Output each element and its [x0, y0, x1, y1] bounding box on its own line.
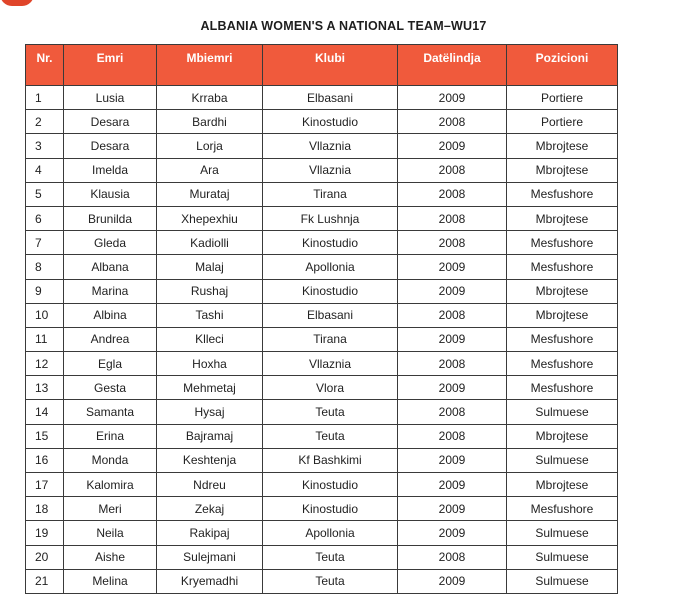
cell-pozicioni: Portiere	[507, 86, 618, 110]
page-title: ALBANIA WOMEN'S A NATIONAL TEAM–WU17	[200, 19, 487, 33]
cell-datelindja: 2008	[398, 231, 507, 255]
cell-nr: 15	[26, 424, 64, 448]
cell-datelindja: 2008	[398, 400, 507, 424]
cell-klubi: Teuta	[263, 545, 398, 569]
cell-nr: 2	[26, 110, 64, 134]
cell-emri: Desara	[64, 134, 157, 158]
cell-datelindja: 2009	[398, 521, 507, 545]
table-row	[26, 110, 618, 134]
table-row	[26, 279, 618, 303]
cell-mbiemri: Zekaj	[157, 497, 263, 521]
cell-klubi: Fk Lushnja	[263, 206, 398, 230]
roster-table	[25, 44, 618, 594]
cell-nr: 17	[26, 473, 64, 497]
cell-datelindja: 2009	[398, 473, 507, 497]
cell-klubi: Vllaznia	[263, 158, 398, 182]
table-body	[26, 86, 618, 594]
cell-nr: 12	[26, 352, 64, 376]
cell-emri: Brunilda	[64, 206, 157, 230]
cell-pozicioni: Sulmuese	[507, 448, 618, 472]
cell-nr: 13	[26, 376, 64, 400]
table-row	[26, 352, 618, 376]
cell-mbiemri: Hysaj	[157, 400, 263, 424]
cell-datelindja: 2008	[398, 424, 507, 448]
cell-klubi: Tirana	[263, 327, 398, 351]
cell-nr: 18	[26, 497, 64, 521]
table-row	[26, 158, 618, 182]
cell-mbiemri: Kadiolli	[157, 231, 263, 255]
cell-mbiemri: Bajramaj	[157, 424, 263, 448]
cell-emri: Aishe	[64, 545, 157, 569]
cell-emri: Desara	[64, 110, 157, 134]
table-row	[26, 569, 618, 593]
cell-klubi: Apollonia	[263, 521, 398, 545]
cell-nr: 21	[26, 569, 64, 593]
cell-emri: Gesta	[64, 376, 157, 400]
cell-klubi: Teuta	[263, 400, 398, 424]
cell-nr: 7	[26, 231, 64, 255]
cell-klubi: Tirana	[263, 182, 398, 206]
cell-klubi: Elbasani	[263, 303, 398, 327]
cell-klubi: Elbasani	[263, 86, 398, 110]
cell-klubi: Vllaznia	[263, 352, 398, 376]
cell-pozicioni: Mesfushore	[507, 352, 618, 376]
column-header-emri: Emri	[64, 45, 157, 86]
cell-nr: 3	[26, 134, 64, 158]
table-row	[26, 182, 618, 206]
table-row	[26, 497, 618, 521]
cell-klubi: Teuta	[263, 424, 398, 448]
cell-emri: Imelda	[64, 158, 157, 182]
cell-datelindja: 2009	[398, 497, 507, 521]
cell-datelindja: 2009	[398, 86, 507, 110]
cell-emri: Neila	[64, 521, 157, 545]
cell-pozicioni: Sulmuese	[507, 545, 618, 569]
table-row	[26, 255, 618, 279]
cell-nr: 10	[26, 303, 64, 327]
cell-mbiemri: Hoxha	[157, 352, 263, 376]
logo-mark	[0, 0, 34, 6]
cell-datelindja: 2009	[398, 327, 507, 351]
cell-emri: Samanta	[64, 400, 157, 424]
cell-mbiemri: Ara	[157, 158, 263, 182]
cell-emri: Monda	[64, 448, 157, 472]
cell-pozicioni: Sulmuese	[507, 400, 618, 424]
cell-klubi: Kinostudio	[263, 473, 398, 497]
cell-mbiemri: Klleci	[157, 327, 263, 351]
cell-pozicioni: Mbrojtese	[507, 206, 618, 230]
cell-pozicioni: Mesfushore	[507, 255, 618, 279]
table-row	[26, 521, 618, 545]
cell-datelindja: 2008	[398, 352, 507, 376]
table-row	[26, 424, 618, 448]
cell-emri: Gleda	[64, 231, 157, 255]
cell-klubi: Kinostudio	[263, 231, 398, 255]
cell-pozicioni: Mesfushore	[507, 182, 618, 206]
cell-mbiemri: Krraba	[157, 86, 263, 110]
cell-pozicioni: Mesfushore	[507, 327, 618, 351]
table-header-row	[26, 45, 618, 86]
table-row	[26, 206, 618, 230]
table-row	[26, 86, 618, 110]
cell-mbiemri: Sulejmani	[157, 545, 263, 569]
table-row	[26, 376, 618, 400]
cell-datelindja: 2009	[398, 376, 507, 400]
table-row	[26, 545, 618, 569]
cell-pozicioni: Mbrojtese	[507, 134, 618, 158]
cell-pozicioni: Mbrojtese	[507, 303, 618, 327]
cell-datelindja: 2009	[398, 448, 507, 472]
cell-pozicioni: Mesfushore	[507, 497, 618, 521]
cell-pozicioni: Mbrojtese	[507, 279, 618, 303]
cell-mbiemri: Kryemadhi	[157, 569, 263, 593]
cell-datelindja: 2009	[398, 255, 507, 279]
cell-nr: 9	[26, 279, 64, 303]
cell-klubi: Apollonia	[263, 255, 398, 279]
column-header-mbiemri: Mbiemri	[157, 45, 263, 86]
cell-mbiemri: Ndreu	[157, 473, 263, 497]
cell-pozicioni: Mesfushore	[507, 231, 618, 255]
cell-pozicioni: Mbrojtese	[507, 424, 618, 448]
cell-emri: Kalomira	[64, 473, 157, 497]
cell-nr: 4	[26, 158, 64, 182]
cell-mbiemri: Keshtenja	[157, 448, 263, 472]
cell-klubi: Kf Bashkimi	[263, 448, 398, 472]
cell-nr: 16	[26, 448, 64, 472]
cell-emri: Albina	[64, 303, 157, 327]
cell-emri: Lusia	[64, 86, 157, 110]
cell-emri: Marina	[64, 279, 157, 303]
cell-datelindja: 2008	[398, 110, 507, 134]
cell-mbiemri: Lorja	[157, 134, 263, 158]
cell-emri: Albana	[64, 255, 157, 279]
cell-nr: 8	[26, 255, 64, 279]
cell-datelindja: 2008	[398, 303, 507, 327]
cell-datelindja: 2009	[398, 569, 507, 593]
table-row	[26, 134, 618, 158]
cell-mbiemri: Xhepexhiu	[157, 206, 263, 230]
cell-emri: Erina	[64, 424, 157, 448]
cell-pozicioni: Mbrojtese	[507, 473, 618, 497]
cell-datelindja: 2009	[398, 134, 507, 158]
cell-mbiemri: Mehmetaj	[157, 376, 263, 400]
cell-pozicioni: Mesfushore	[507, 376, 618, 400]
table-row	[26, 231, 618, 255]
cell-klubi: Vllaznia	[263, 134, 398, 158]
cell-klubi: Kinostudio	[263, 279, 398, 303]
cell-nr: 5	[26, 182, 64, 206]
cell-mbiemri: Bardhi	[157, 110, 263, 134]
table-row	[26, 327, 618, 351]
cell-mbiemri: Tashi	[157, 303, 263, 327]
cell-pozicioni: Sulmuese	[507, 569, 618, 593]
column-header-datelindja: Datëlindja	[398, 45, 507, 86]
cell-datelindja: 2008	[398, 182, 507, 206]
cell-klubi: Kinostudio	[263, 110, 398, 134]
column-header-klubi: Klubi	[263, 45, 398, 86]
table-row	[26, 448, 618, 472]
cell-emri: Egla	[64, 352, 157, 376]
column-header-nr: Nr.	[26, 45, 64, 86]
cell-nr: 11	[26, 327, 64, 351]
cell-datelindja: 2009	[398, 279, 507, 303]
cell-datelindja: 2008	[398, 206, 507, 230]
table-row	[26, 400, 618, 424]
cell-mbiemri: Malaj	[157, 255, 263, 279]
cell-klubi: Teuta	[263, 569, 398, 593]
cell-emri: Meri	[64, 497, 157, 521]
cell-mbiemri: Rakipaj	[157, 521, 263, 545]
table-row	[26, 473, 618, 497]
cell-emri: Klausia	[64, 182, 157, 206]
cell-emri: Andrea	[64, 327, 157, 351]
cell-nr: 19	[26, 521, 64, 545]
cell-nr: 6	[26, 206, 64, 230]
cell-emri: Melina	[64, 569, 157, 593]
cell-mbiemri: Murataj	[157, 182, 263, 206]
cell-pozicioni: Portiere	[507, 110, 618, 134]
cell-mbiemri: Rushaj	[157, 279, 263, 303]
cell-nr: 20	[26, 545, 64, 569]
column-header-pozicioni: Pozicioni	[507, 45, 618, 86]
cell-datelindja: 2008	[398, 545, 507, 569]
cell-nr: 1	[26, 86, 64, 110]
cell-klubi: Kinostudio	[263, 497, 398, 521]
cell-pozicioni: Sulmuese	[507, 521, 618, 545]
cell-pozicioni: Mbrojtese	[507, 158, 618, 182]
table-row	[26, 303, 618, 327]
cell-nr: 14	[26, 400, 64, 424]
cell-klubi: Vlora	[263, 376, 398, 400]
cell-datelindja: 2008	[398, 158, 507, 182]
